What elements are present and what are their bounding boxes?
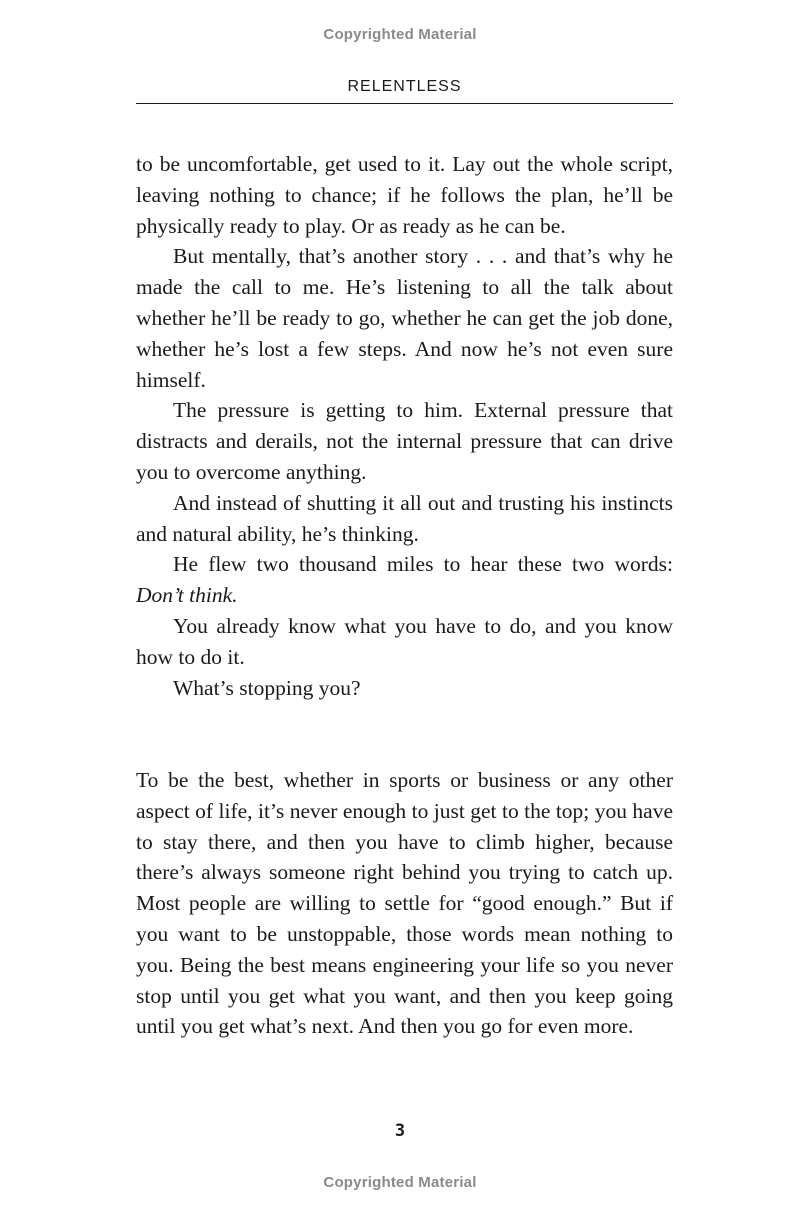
paragraph-1: to be uncomfortable, get used to it. Lay out the whole script, leaving nothing to chance; if he follows the plan, he’ll be physically ready to play. Or as ready as he can be.	[136, 152, 673, 238]
running-header-title: RELENTLESS	[347, 78, 462, 95]
paragraph-2: But mentally, that’s another story . . . and that’s why he made the call to me. He’s listening to all the talk about whether he’ll be ready to go, whether he can get the job done, whether he’s lost a few steps. And now he’s not even sure himself.	[136, 244, 673, 392]
copyright-watermark-top: Copyrighted Material	[323, 26, 477, 43]
copyright-watermark-bottom: Copyrighted Material	[323, 1174, 477, 1191]
header-rule	[136, 103, 673, 104]
paragraph-6: You already know what you have to do, and you know how to do it.	[136, 613, 673, 669]
paragraph-7: What’s stopping you?	[173, 675, 361, 700]
paragraph-3: The pressure is getting to him. External pressure that distracts and derails, not the internal pressure that can drive you to overcome anything.	[136, 398, 673, 484]
body-text-section-1	[136, 149, 673, 703]
paragraph-4: And instead of shutting it all out and trusting his instincts and natural ability, he’s thinking.	[136, 490, 673, 546]
body-text-section-2	[136, 765, 673, 1042]
paragraph-8: To be the best, whether in sports or business or any other aspect of life, it’s never enough to just get to the top; you have to stay there, and then you have to climb higher, because there’s always someone right behind you trying to catch up. Most people are willing to settle for “good enough.” But if you want to be unstoppable, those words mean nothing to you. Being the best means engineering your life so you never stop until you get what you want, and then you keep going until you get what’s next. And then you go for even more.	[136, 768, 673, 1039]
paragraph-5	[136, 549, 673, 611]
paragraph-5-emphasis: Don’t think.	[136, 583, 238, 608]
paragraph-5-text: He flew two thousand miles to hear these two words:	[173, 552, 673, 577]
page-number: 3	[394, 1121, 406, 1141]
